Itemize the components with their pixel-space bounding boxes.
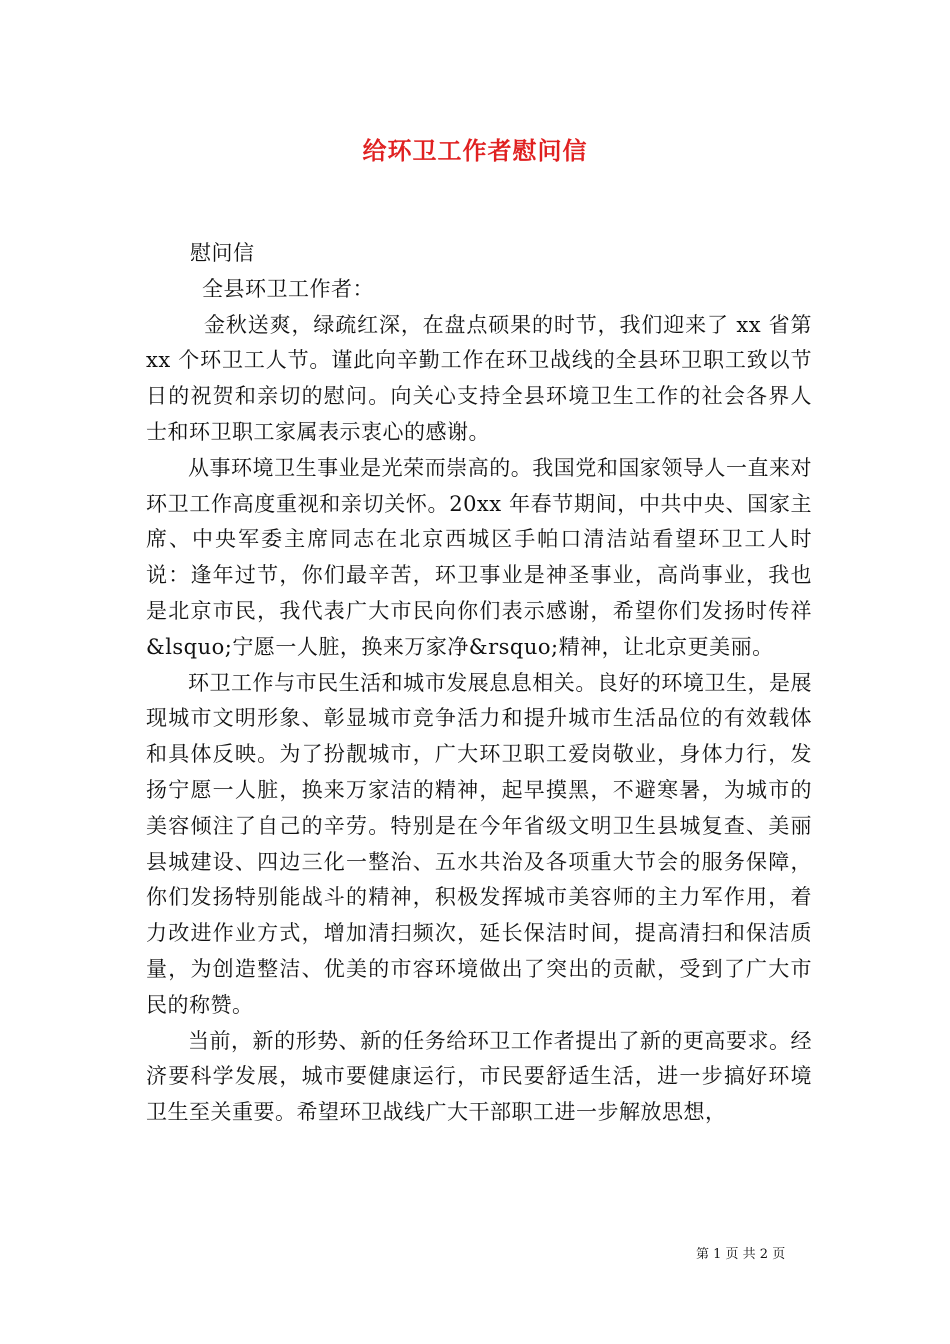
document-body [146, 236, 812, 1131]
paragraph-2: 从事环境卫生事业是光荣而崇高的。我国党和国家领导人一直来对环卫工作高度重视和亲切关怀。20xx 年春节期间，中共中央、国家主席、中央军委主席同志在北京西城区手帕口清洁站看望环卫工人时说：逢年过节，你们最辛苦，环卫事业是神圣事业，高尚事业，我也是北京市民，我代表广大市民向你们表示感谢，希望你们发扬时传祥&lsquo;宁愿一人脏，换来万家净&rsquo;精神，让北京更美丽。 [146, 455, 812, 659]
paragraph-1: 金秋送爽，绿疏红深，在盘点硕果的时节，我们迎来了 xx 省第 xx 个环卫工人节。谨此向辛勤工作在环卫战线的全县环卫职工致以节日的祝贺和亲切的慰问。向关心支持全县环境卫生工作的社会各界人士和环卫职工家属表示衷心的感谢。 [146, 312, 812, 444]
paragraph-3: 环卫工作与市民生活和城市发展息息相关。良好的环境卫生，是展现城市文明形象、彰显城市竞争活力和提升城市生活品位的有效载体和具体反映。为了扮靓城市，广大环卫职工爱岗敬业，身体力行，发扬宁愿一人脏，换来万家洁的精神，起早摸黑，不避寒暑，为城市的美容倾注了自己的辛劳。特别是在今年省级文明卫生县城复查、美丽县城建设、四边三化一整治、五水共治及各项重大节会的服务保障，你们发扬特别能战斗的精神，积极发挥城市美容师的主力军作用，着力改进作业方式，增加清扫频次，延长保洁时间，提高清扫和保洁质量，为创造整洁、优美的市容环境做出了突出的贡献，受到了广大市民的称赞。 [146, 670, 812, 1017]
paragraph-4: 当前，新的形势、新的任务给环卫工作者提出了新的更高要求。经济要科学发展，城市要健康运行，市民要舒适生活，进一步搞好环境卫生至关重要。希望环卫战线广大干部职工进一步解放思想， [146, 1028, 812, 1125]
page-number: 第 1 页 共 2 页 [696, 1247, 786, 1262]
letter-heading: 慰问信 [190, 241, 255, 265]
document-title: 给环卫工作者慰问信 [362, 136, 588, 165]
letter-salutation: 全县环卫工作者： [202, 276, 374, 301]
